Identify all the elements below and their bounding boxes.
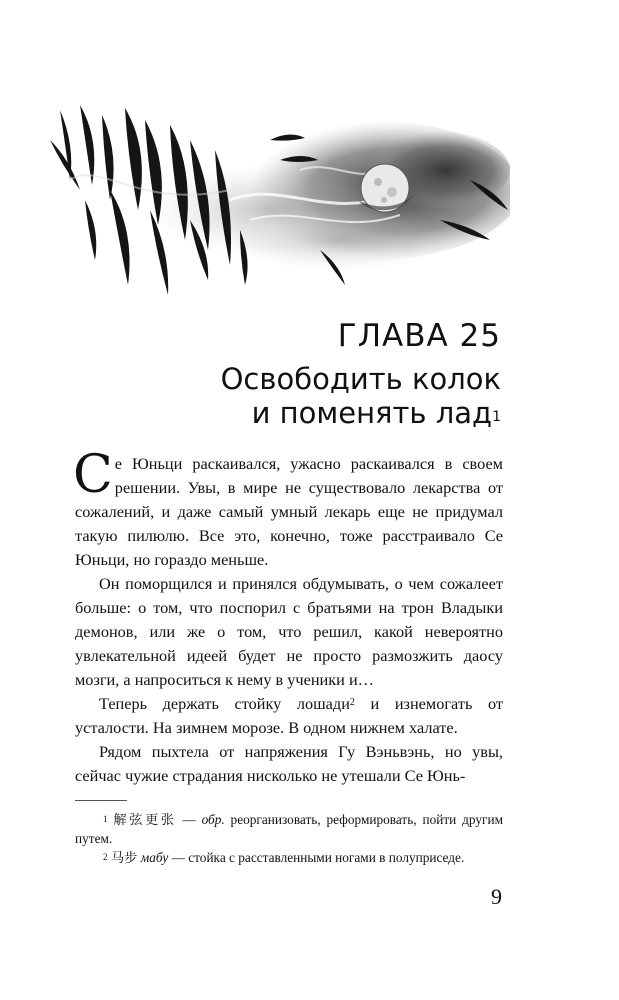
body-text xyxy=(73,445,504,788)
footnote-1-sep: — xyxy=(176,812,202,827)
chapter-illustration xyxy=(40,100,510,300)
paragraph-2: Он поморщился и принялся обдумывать, о чем сожалеет больше: о том, что поспорил с братьями на трон Владыки демонов, или же о том, что решил, какой невероятно увлекательной идеей будет не просто размозжить даосу мозги, а напроситься к нему в ученики и… xyxy=(75,574,503,689)
paragraph-4: Рядом пыхтела от напряжения Гу Вэньвэнь, но увы, сейчас чужие страдания нисколько не утешали Се Юнь- xyxy=(75,742,503,785)
drop-cap: С xyxy=(73,445,113,505)
footnote-ref-2: 2 xyxy=(349,697,355,708)
footnote-1-text: реорганизовать, реформировать, пойти другим путем. xyxy=(75,812,503,846)
chapter-title-line-1: Освободить колок xyxy=(220,362,501,396)
footnote-1-term: обр. xyxy=(201,812,225,827)
footnote-2-hanzi: 马步 xyxy=(110,850,138,865)
page-number: 9 xyxy=(491,884,502,909)
paragraph-3-text-b: и изнемогать от усталости. На зимнем морозе. В одном нижнем халате. xyxy=(75,694,504,737)
footnote-divider xyxy=(75,800,127,801)
footnote-2-text: — стойка с расставленными ногами в полуприседе. xyxy=(168,850,465,865)
chapter-number: ГЛАВА 25 xyxy=(337,318,501,354)
footnote-1-hanzi: 解弦更张 xyxy=(113,812,177,827)
chapter-title-line-2-text: и поменять лад xyxy=(251,396,493,430)
footnote-1-mark: 1 xyxy=(103,814,108,824)
footnote-ref-1: 1 xyxy=(492,409,501,425)
footnote-2-mark: 2 xyxy=(103,852,108,862)
chapter-title-line-2 xyxy=(81,396,501,430)
footnote-2-term: мабу xyxy=(140,850,169,865)
footnote-1 xyxy=(75,810,503,848)
paragraph-3-text-a: Теперь держать стойку лошади xyxy=(99,694,350,713)
chapter-heading xyxy=(81,318,501,430)
paragraph-3 xyxy=(75,692,503,740)
paragraph-1-text: е Юньци раскаивался, ужасно раскаивался в своем решении. Увы, в мире не существовало лекарства от сожалений, и даже самый умный лекарь еще не придумал такую пилюлю. Все это, конечно, тоже расстраивало Се Юньци, но гораздо меньше. xyxy=(75,454,503,569)
footnote-2 xyxy=(75,848,503,867)
footnotes xyxy=(75,810,503,867)
paragraph-1 xyxy=(73,445,503,572)
